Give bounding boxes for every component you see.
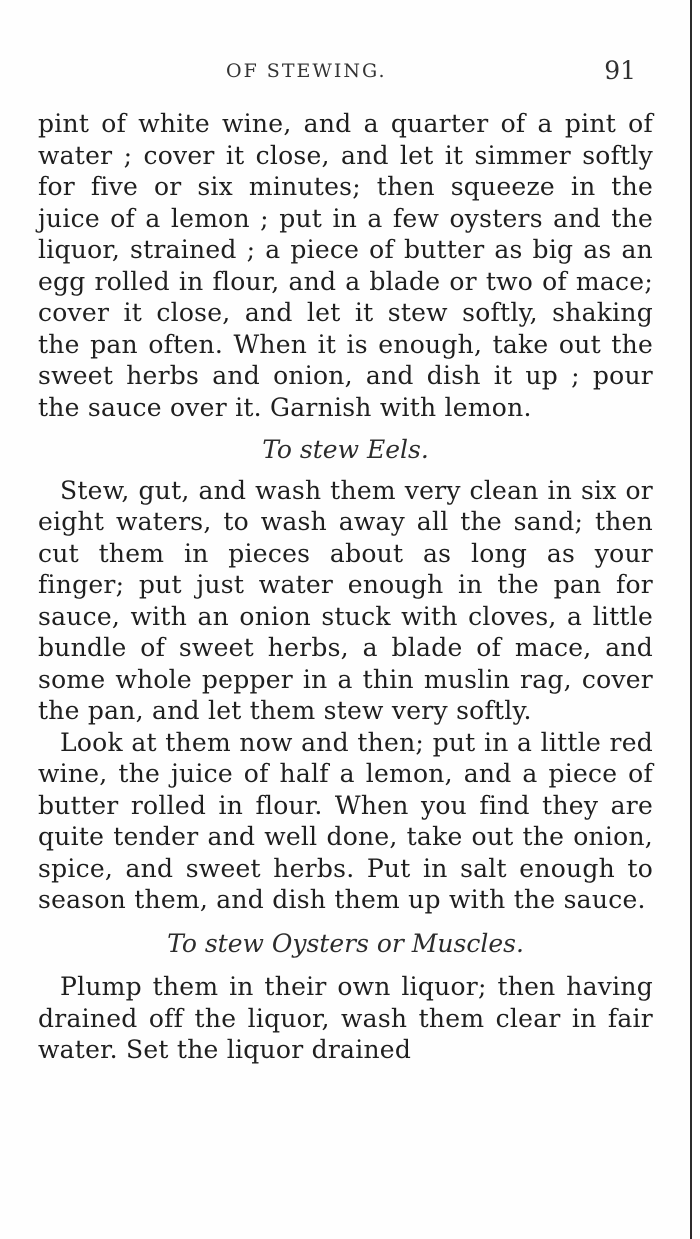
page-number: 91	[604, 56, 636, 85]
eels-paragraph-2: Look at them now and then; put in a little red wine, the juice of half a lemon, and a piece of butter rolled in flour. When you find they are quite tender and well done, take out the onion, spice, and sweet herbs. Put in salt enough to season them, and dish them up with the sauce.	[38, 727, 653, 914]
eels-paragraph-1: Stew, gut, and wash them very clean in six or eight waters, to wash away all the sand; then cut them in pieces about as long as your finger; put just water enough in the pan for sauce, with an onion stuck with cloves, a little bundle of sweet herbs, a blade of mace, and some whole pepper in a thin muslin rag, cover the pan, and let them stew very softly.	[38, 475, 653, 725]
running-header	[0, 56, 700, 90]
running-title: OF STEWING.	[226, 60, 387, 82]
oysters-paragraph-1: Plump them in their own liquor; then having drained off the liquor, wash them clear in fair water. Set the liquor drained	[38, 972, 653, 1064]
page-content	[38, 108, 653, 1066]
page-edge	[690, 0, 692, 1239]
section-heading-oysters: To stew Oysters or Muscles.	[167, 928, 524, 958]
section-heading-eels: To stew Eels.	[262, 435, 429, 464]
continued-paragraph: pint of white wine, and a quarter of a pint of water ; cover it close, and let it simmer softly for five or six minutes; then squeeze in the juice of a lemon ; put in a few oysters and the liquor, strained ; a piece of butter as big as an egg rolled in flour, and a blade or two of mace; cover it close, and let it stew softly, shaking the pan often. When it is enough, take out the sweet herbs and onion, and dish it up ; pour the sauce over it. Garnish with lemon.	[38, 109, 653, 422]
